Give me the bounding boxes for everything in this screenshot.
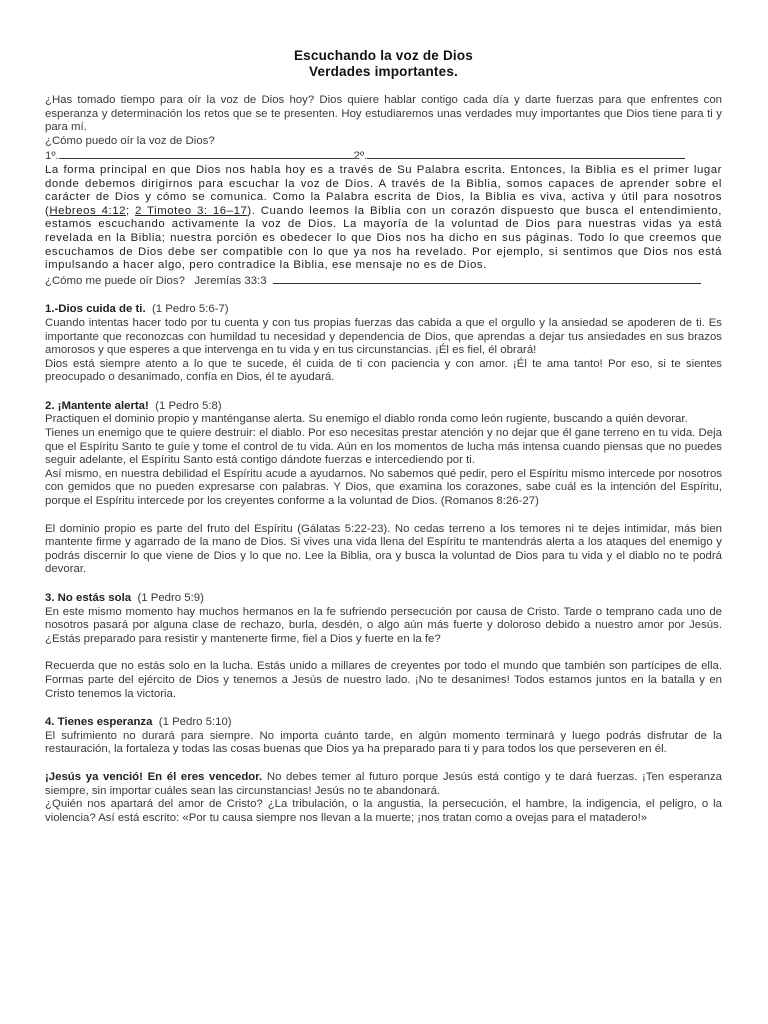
blank-1-line[interactable] (59, 148, 354, 159)
section-1 (45, 303, 722, 385)
section-3 (45, 592, 722, 701)
main-body-paragraph (45, 164, 722, 273)
section-reference: (1 Pedro 5:6-7) (151, 303, 229, 316)
section-reference: (1 Pedro 5:10) (158, 716, 232, 729)
closing-text: No debes temer al futuro porque Jesús está contigo y te dará fuerzas. ¡Ten esperanza siempre, sin importar cuáles sean las circunstancias! Jesús no te abandonará. (45, 770, 722, 797)
document-title (45, 48, 722, 80)
body-text-part-1: La forma principal en que Dios nos habla hoy es a través de Su Palabra escrita. Entonces, la Biblia es el primer lugar donde debemos dirigirnos para escuchar la voz de Dios. A través de la Biblia, somos capaces de aprender sobre el carácter de Dios y cómo se comunica. Como la Palabra escrita de Dios, la Biblia es viva, activa y útil para nosotros ( (45, 163, 722, 217)
closing-quote: ¿Quién nos apartará del amor de Cristo? ¿La tribulación, o la angustia, la persecución, el hambre, la indigencia, el peligro, o la violencia? Así está escrito: «Por tu causa siempre nos llevan a la muerte; ¡nos tratan como a ovejas para el matadero!» (45, 798, 722, 824)
link-hebreos[interactable]: Hebreos 4:12 (49, 204, 126, 217)
section-heading: 4. Tienes esperanza (45, 716, 153, 729)
section-paragraph: Cuando intentas hacer todo por tu cuenta y con tus propias fuerzas das cabida a que el orgullo y la ansiedad se apoderen de ti. Es importante que reconozcas con humildad tu necesidad y dependencia de Dios, que aprendas a dejar tus ansiedades en sus brazos amorosos y que esperes a que intervenga en tu vida y en tus circunstancias. ¡Él es fiel, él obrará! (45, 316, 722, 357)
blank-1-label: 1º. (45, 150, 59, 163)
section-paragraph: Dios está siempre atento a lo que te sucede, él cuida de ti con paciencia y con amor. ¡Él te ama tanto! Por eso, si te sientes preocupado o desanimado, confía en Dios, él te ayudará. (45, 357, 722, 384)
answer-blanks (45, 148, 722, 164)
section-reference: (1 Pedro 5:8) (155, 399, 222, 412)
question-2-row (45, 273, 722, 289)
closing-paragraph (45, 771, 722, 798)
intro-paragraph: ¿Has tomado tiempo para oír la voz de Dios hoy? Dios quiere hablar contigo cada día y darte fuerzas para que enfrentes con esperanza y determinación los retos que se te presenten. Hoy estudiaremos unas verdades muy importantes que Dios tiene para ti y para mí. (45, 94, 722, 134)
link-timoteo[interactable]: 2 Timoteo 3: 16–17 (135, 204, 248, 217)
section-heading: 3. No estás sola (45, 592, 132, 604)
separator: ; (125, 204, 136, 217)
intro-question: ¿Cómo puedo oír la voz de Dios? (45, 134, 215, 147)
blank-2-label: 2º. (353, 150, 368, 163)
body-text-part-2: ). Cuando leemos la Biblia con un corazón dispuesto que busca el entendimiento, estamos escuchando activamente la voz de Dios. La mayoría de la voluntad de Dios para nuestras vidas ya está revelada en la Biblia; nuestra porción es obedecer lo que Dios nos ha dicho en sus páginas. Todo lo que creemos que escuchamos de Dios debe ser compatible con lo que ya nos ha revelado. Por ejemplo, si sentimos que Dios nos está impulsando a hacer algo, pero contradice la Biblia, ese mensaje no es de Dios. (45, 204, 722, 272)
blank-3-line[interactable] (273, 273, 701, 284)
section-paragraph: El dominio propio es parte del fruto del Espíritu (Gálatas 5:22-23). No cedas terreno a los temores ni te dejes intimidar, más bien mantente firme y agarrado de la mano de Dios. Si vives una vida llena del Espíritu te mantendrás alerta a los ataques del enemigo y podrás discernir lo que viene de Dios y lo que no. Lee la Biblia, ora y busca la voluntad de Dios para tu vida y el diablo no te podrá devorar. (45, 522, 722, 576)
section-paragraph: Practiquen el dominio propio y manténganse alerta. Su enemigo el diablo ronda como león rugiente, buscando a quién devorar. (45, 413, 688, 426)
title-line-2: Verdades importantes. (308, 64, 458, 79)
document-page (45, 48, 722, 825)
closing-bold: ¡Jesús ya venció! En él eres vencedor. (45, 770, 263, 783)
section-reference: (1 Pedro 5:9) (137, 592, 204, 604)
blank-2-line[interactable] (367, 148, 685, 159)
section-paragraph: En este mismo momento hay muchos hermanos en la fe sufriendo persecución por causa de Cristo. Tarde o temprano cada uno de nosotros pasará por alguna clase de rechazo, burla, desdén, o algo aún más fuerte y doloroso debido a nuestro amor por Jesús. ¿Estás preparado para resistir y mantenerte firme, fiel a Dios y fuerte en la fe? (45, 605, 722, 645)
title-line-1: Escuchando la voz de Dios (293, 48, 474, 63)
section-paragraph: El sufrimiento no durará para siempre. No importa cuánto tarde, en algún momento terminará y luego podrás disfrutar de la restauración, la fortaleza y todas las cosas buenas que Dios ya ha preparado para ti y para todos los que perseveren en él. (45, 729, 722, 756)
section-paragraph: Así mismo, en nuestra debilidad el Espíritu acude a ayudarnos. No sabemos qué pedir, pero el Espíritu mismo intercede por nosotros con gemidos que no pueden expresarse con palabras. Y Dios, que examina los corazones, sabe cuál es la intención del Espíritu, porque el Espíritu intercede por los creyentes conforme a la voluntad de Dios. (Romanos 8:26-27) (45, 467, 722, 508)
section-paragraph: Recuerda que no estás solo en la lucha. Estás unido a millares de creyentes por todo el mundo que también son partícipes de ella. Formas parte del ejército de Dios y tenemos a Jesús de nuestro lado. ¡No te desanimes! Todos estamos juntos en la batalla y en Cristo tenemos la victoria. (45, 660, 722, 700)
section-2 (45, 400, 722, 577)
section-4 (45, 716, 722, 825)
intro-question-2: ¿Cómo me puede oír Dios? Jeremías 33:3 (45, 274, 267, 287)
section-heading: 1.-Dios cuida de ti. (45, 303, 146, 316)
section-paragraph: Tienes un enemigo que te quiere destruir: el diablo. Por eso necesitas prestar atención y no dejar que él gane terreno en tu vida. Deja que el Espíritu Santo te guíe y tome el control de tu vida. Aún en los momentos de lucha más intensa cuando piensas que no puedes seguir adelante, el Espíritu Santo está contigo dándote fuerzas e intercediendo por ti. (45, 427, 722, 467)
section-heading: 2. ¡Mantente alerta! (45, 399, 149, 412)
